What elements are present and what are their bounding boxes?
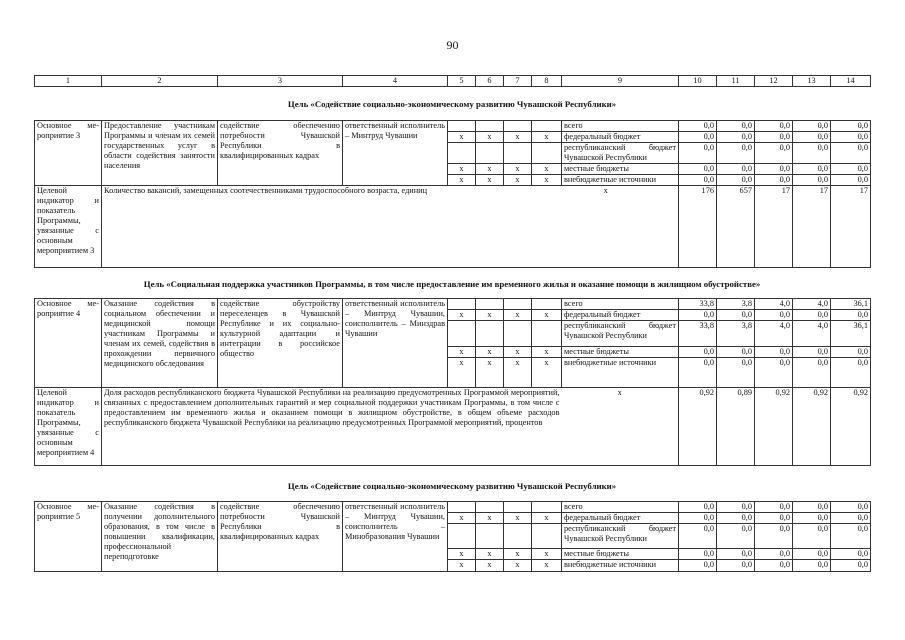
code-cell [476, 143, 504, 164]
value-cell: 0,0 [831, 310, 871, 321]
indicator-value: 176 [679, 186, 717, 268]
code-cell [448, 143, 476, 164]
code-cell [448, 321, 476, 347]
value-cell: 0,0 [755, 121, 793, 132]
code-cell [448, 299, 476, 310]
header-col-13: 13 [793, 76, 831, 87]
value-cell: 0,0 [717, 143, 755, 164]
value-cell: 0,0 [717, 175, 755, 186]
code-cell: x [504, 513, 532, 524]
goal-heading-3: Цель «Содействие социально-экономическому развитию Чувашской Республики» [287, 481, 617, 491]
value-cell: 0,0 [717, 347, 755, 358]
value-cell: 0,0 [717, 513, 755, 524]
code-cell: x [532, 164, 562, 175]
event-executor: ответственный исполнитель – Минтруд Чувашии, соисполнитель – Минздрав Чувашии [343, 299, 448, 388]
code-cell [476, 299, 504, 310]
code-cell: x [476, 358, 504, 388]
indicator-description: Доля расходов республиканского бюджета Чувашской Республики на реализацию предусмотренных Программой мероприятий, связанных с предоставлением дополнительных гарантий и мер социальной поддержки участникам Программы, в том числе с предоставлением им временного жилья и оказанием помощи в жилищном обустройстве, в общем объеме расходов республиканского бюджета Чувашской Республики на реализацию предусмотренных Программой мероприятий, процентов [102, 388, 562, 466]
value-cell: 0,0 [793, 358, 831, 388]
table-row [35, 121, 871, 132]
value-cell: 0,0 [679, 175, 717, 186]
value-cell: 0,0 [755, 549, 793, 560]
value-cell: 0,0 [793, 164, 831, 175]
code-cell: x [504, 310, 532, 321]
funding-source: республиканский бюджет Чувашской Республики [562, 524, 679, 549]
section-1-table [34, 120, 871, 268]
code-cell [504, 299, 532, 310]
value-cell: 0,0 [717, 524, 755, 549]
funding-source: федеральный бюджет [562, 513, 679, 524]
code-cell: x [532, 513, 562, 524]
funding-source: внебюджетные источники [562, 560, 679, 572]
value-cell: 0,0 [793, 121, 831, 132]
value-cell: 0,0 [679, 132, 717, 143]
code-cell: x [448, 358, 476, 388]
code-cell [448, 121, 476, 132]
header-col-14: 14 [831, 76, 871, 87]
code-cell: x [476, 513, 504, 524]
code-cell: x [532, 132, 562, 143]
value-cell: 0,0 [793, 347, 831, 358]
indicator-value: 0,92 [831, 388, 871, 466]
value-cell: 33,8 [679, 321, 717, 347]
value-cell: 0,0 [793, 143, 831, 164]
code-cell [532, 121, 562, 132]
value-cell: 0,0 [831, 164, 871, 175]
funding-source: всего [562, 121, 679, 132]
funding-source: местные бюджеты [562, 347, 679, 358]
event-outcome: содействие обеспечению потребности Чувашской Республики в квалифицированных кадрах [218, 121, 343, 186]
code-cell: x [532, 560, 562, 572]
value-cell: 3,8 [717, 321, 755, 347]
indicator-value: 657 [717, 186, 755, 268]
code-cell: x [448, 132, 476, 143]
code-cell [532, 524, 562, 549]
code-cell: x [532, 175, 562, 186]
code-cell: x [504, 132, 532, 143]
value-cell: 0,0 [717, 560, 755, 572]
indicator-mark: x [476, 186, 679, 268]
funding-source: всего [562, 299, 679, 310]
value-cell: 0,0 [679, 549, 717, 560]
code-cell [504, 502, 532, 513]
code-cell: x [476, 310, 504, 321]
header-col-12: 12 [755, 76, 793, 87]
event-description: Оказание содействия в социальном обеспечении и медицинской помощи участникам Программы и членам их семей, содействия в прохождении первичного медицинского обследования [102, 299, 218, 388]
value-cell: 36,1 [831, 321, 871, 347]
event-description: Предоставление участникам Программы и членам их семей государственных услуг в области содействия занятости населения [102, 121, 218, 186]
value-cell: 0,0 [793, 310, 831, 321]
indicator-value: 17 [755, 186, 793, 268]
section-2-table [34, 298, 871, 466]
code-cell: x [476, 560, 504, 572]
header-row [35, 76, 871, 87]
header-col-4: 4 [343, 76, 448, 87]
indicator-name: Целевой индикатор и показатель Программы, увязанные с основным мероприятием 3 [35, 186, 102, 268]
value-cell: 0,0 [831, 560, 871, 572]
value-cell: 36,1 [831, 299, 871, 310]
code-cell: x [448, 310, 476, 321]
code-cell [504, 524, 532, 549]
funding-source: республиканский бюджет Чувашской Республики [562, 321, 679, 347]
value-cell: 0,0 [717, 132, 755, 143]
indicator-row [35, 186, 871, 268]
value-cell: 0,0 [679, 310, 717, 321]
header-col-11: 11 [717, 76, 755, 87]
table-header [34, 75, 871, 87]
page-number: 90 [446, 38, 459, 52]
value-cell: 0,0 [717, 310, 755, 321]
value-cell: 0,0 [831, 175, 871, 186]
value-cell: 0,0 [755, 132, 793, 143]
funding-source: местные бюджеты [562, 164, 679, 175]
value-cell: 0,0 [717, 121, 755, 132]
code-cell [476, 524, 504, 549]
value-cell: 0,0 [793, 175, 831, 186]
value-cell: 0,0 [717, 358, 755, 388]
funding-source: внебюджетные источники [562, 175, 679, 186]
indicator-value: 0,89 [717, 388, 755, 466]
code-cell: x [532, 549, 562, 560]
value-cell: 4,0 [793, 299, 831, 310]
code-cell [532, 143, 562, 164]
value-cell: 0,0 [755, 524, 793, 549]
code-cell: x [448, 164, 476, 175]
code-cell [476, 321, 504, 347]
value-cell: 0,0 [831, 143, 871, 164]
code-cell: x [448, 549, 476, 560]
value-cell: 33,8 [679, 299, 717, 310]
code-cell: x [448, 347, 476, 358]
value-cell: 0,0 [831, 513, 871, 524]
value-cell: 0,0 [679, 143, 717, 164]
code-cell [448, 524, 476, 549]
value-cell: 0,0 [831, 121, 871, 132]
event-outcome: содействие обустройству переселенцев в Чувашской Республике и их социально-культурной адаптации и интеграции в российское общество [218, 299, 343, 388]
value-cell: 0,0 [717, 549, 755, 560]
code-cell: x [504, 175, 532, 186]
code-cell: x [476, 175, 504, 186]
value-cell: 0,0 [679, 502, 717, 513]
value-cell: 0,0 [831, 524, 871, 549]
code-cell: x [476, 132, 504, 143]
goal-heading-1: Цель «Содействие социально-экономическому развитию Чувашской Республики» [287, 99, 617, 109]
value-cell: 0,0 [755, 502, 793, 513]
value-cell: 3,8 [717, 299, 755, 310]
value-cell: 0,0 [831, 549, 871, 560]
header-col-1: 1 [35, 76, 102, 87]
header-col-10: 10 [679, 76, 717, 87]
code-cell [532, 321, 562, 347]
value-cell: 0,0 [679, 347, 717, 358]
header-col-3: 3 [218, 76, 343, 87]
code-cell: x [504, 549, 532, 560]
code-cell [504, 121, 532, 132]
event-description: Оказание содействия в получении дополнительного образования, в том числе в повышении квалификации, профессиональной переподготовке [102, 502, 218, 572]
event-executor: ответственный исполнитель – Минтруд Чувашии, соисполнитель – Минобразования Чувашии [343, 502, 448, 572]
code-cell [476, 121, 504, 132]
event-executor: ответственный исполнитель – Минтруд Чувашии [343, 121, 448, 186]
code-cell [448, 502, 476, 513]
value-cell: 0,0 [679, 524, 717, 549]
header-col-6: 6 [476, 76, 504, 87]
event-name: Основное ме-роприятие 5 [35, 502, 102, 572]
funding-source: всего [562, 502, 679, 513]
value-cell: 0,0 [679, 164, 717, 175]
indicator-description: Количество вакансий, замещенных соотечественниками трудоспособного возраста, единиц [102, 186, 476, 268]
value-cell: 4,0 [793, 321, 831, 347]
value-cell: 0,0 [831, 358, 871, 388]
code-cell: x [532, 347, 562, 358]
code-cell: x [448, 560, 476, 572]
table-row [35, 299, 871, 310]
indicator-mark: x [562, 388, 679, 466]
value-cell: 0,0 [793, 502, 831, 513]
value-cell: 0,0 [755, 143, 793, 164]
value-cell: 0,0 [793, 132, 831, 143]
table-row [35, 502, 871, 513]
code-cell: x [476, 347, 504, 358]
value-cell: 0,0 [755, 310, 793, 321]
header-col-9: 9 [562, 76, 679, 87]
goal-heading-2: Цель «Социальная поддержка участников Программы, в том числе предоставление им временного жилья и оказание помощи в жилищном обустройстве» [143, 279, 761, 289]
indicator-value: 0,92 [755, 388, 793, 466]
event-outcome: содействие обеспечению потребности Чувашской Республики в квалифицированных кадрах [218, 502, 343, 572]
value-cell: 0,0 [831, 132, 871, 143]
funding-source: республиканский бюджет Чувашской Республики [562, 143, 679, 164]
header-col-5: 5 [448, 76, 476, 87]
code-cell [504, 143, 532, 164]
value-cell: 0,0 [679, 358, 717, 388]
value-cell: 0,0 [755, 347, 793, 358]
header-col-8: 8 [532, 76, 562, 87]
code-cell [532, 299, 562, 310]
event-name: Основное ме-роприятие 4 [35, 299, 102, 388]
indicator-name: Целевой индикатор и показатель Программы, увязанные с основным мероприятием 4 [35, 388, 102, 466]
code-cell: x [476, 549, 504, 560]
code-cell: x [532, 358, 562, 388]
code-cell: x [532, 310, 562, 321]
value-cell: 0,0 [793, 549, 831, 560]
header-col-2: 2 [102, 76, 218, 87]
code-cell: x [504, 164, 532, 175]
value-cell: 0,0 [755, 560, 793, 572]
value-cell: 0,0 [793, 524, 831, 549]
section-3-table [34, 501, 871, 572]
code-cell: x [504, 347, 532, 358]
value-cell: 0,0 [679, 560, 717, 572]
code-cell: x [448, 175, 476, 186]
value-cell: 0,0 [679, 121, 717, 132]
value-cell: 0,0 [793, 560, 831, 572]
funding-source: федеральный бюджет [562, 132, 679, 143]
indicator-row [35, 388, 871, 466]
value-cell: 0,0 [755, 513, 793, 524]
code-cell: x [504, 560, 532, 572]
value-cell: 0,0 [755, 358, 793, 388]
indicator-value: 0,92 [793, 388, 831, 466]
indicator-value: 17 [793, 186, 831, 268]
code-cell: x [504, 358, 532, 388]
value-cell: 0,0 [793, 513, 831, 524]
value-cell: 4,0 [755, 321, 793, 347]
value-cell: 0,0 [679, 513, 717, 524]
code-cell: x [476, 164, 504, 175]
funding-source: федеральный бюджет [562, 310, 679, 321]
indicator-value: 0,92 [679, 388, 717, 466]
code-cell: x [448, 513, 476, 524]
event-name: Основное ме-роприятие 3 [35, 121, 102, 186]
code-cell [476, 502, 504, 513]
value-cell: 0,0 [755, 175, 793, 186]
value-cell: 0,0 [831, 502, 871, 513]
value-cell: 0,0 [755, 164, 793, 175]
indicator-value: 17 [831, 186, 871, 268]
header-col-7: 7 [504, 76, 532, 87]
code-cell [504, 321, 532, 347]
funding-source: внебюджетные источники [562, 358, 679, 388]
value-cell: 0,0 [831, 347, 871, 358]
value-cell: 0,0 [717, 502, 755, 513]
value-cell: 0,0 [717, 164, 755, 175]
code-cell [532, 502, 562, 513]
funding-source: местные бюджеты [562, 549, 679, 560]
value-cell: 4,0 [755, 299, 793, 310]
